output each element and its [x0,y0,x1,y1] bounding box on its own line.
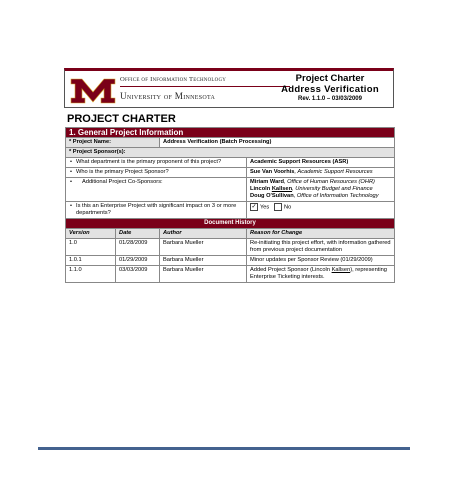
history-version: 1.1.0 [66,266,116,283]
co-sponsor-name: Lincoln [250,186,272,192]
history-heading-row [66,219,395,229]
enterprise-question: • Is this an Enterprise Project with significant impact on 3 or more departments? [66,202,247,219]
history-columns-row [66,229,395,239]
page-title: PROJECT CHARTER [67,113,176,125]
history-heading: Document History [66,219,395,229]
co-sponsors-question: • Additional Project Co-Sponsors: [66,178,247,202]
history-date: 01/29/2009 [116,256,160,266]
footer-divider [38,447,410,450]
doc-subtitle: Address Verification [281,84,379,95]
co-sponsor-role: , Office of Human Resources (OHR) [283,179,375,185]
history-date: 03/03/2009 [116,266,160,283]
reason-text: Added Project Sponsor (Lincoln [250,267,332,273]
org-department: Office of Information Technology [120,76,227,83]
no-label: No [284,204,292,211]
co-sponsor-2 [250,186,391,193]
history-col-reason: Reason for Change [247,229,395,239]
history-row [66,239,395,256]
history-col-date: Date [116,229,160,239]
sponsors-label: * Project Sponsor(s): [66,148,395,158]
history-row [66,266,395,283]
section-heading: 1. General Project Information [66,128,395,138]
reason-text: ), representing Enterprise Ticketing interests. [250,267,387,280]
history-col-author: Author [160,229,247,239]
history-author: Barbara Mueller [160,266,247,283]
co-sponsor-role: , University Budget and Finance [292,186,373,192]
co-sponsor-role: , Office of Information Technology [293,193,379,199]
enterprise-answer [247,202,395,219]
department-answer: Academic Support Resources (ASR) [247,158,395,168]
yes-label: Yes [260,204,270,211]
primary-sponsor-row [66,168,395,178]
co-sponsor-name: Doug O'Sullivan [250,193,294,199]
co-sponsor-surname: Kallsen [271,186,293,192]
history-reason: Re-initiating this project effort, with information gathered from previous project documentation [247,239,395,256]
section-heading-row [66,128,395,138]
project-name-row [66,138,395,148]
co-sponsors-row [66,178,395,202]
university-m-logo [70,75,116,105]
document-header [64,68,394,108]
co-sponsors-answer [247,178,395,202]
no-checkbox[interactable] [274,203,282,211]
department-row [66,158,395,168]
history-version: 1.0.1 [66,256,116,266]
org-university: University of Minnesota [120,91,216,101]
co-sponsor-3 [250,193,391,200]
history-version: 1.0 [66,239,116,256]
primary-sponsor-name-text: Sue Van Voorhis [250,169,295,175]
org-divider [120,86,290,87]
project-name-label: * Project Name: [66,138,160,148]
history-author: Barbara Mueller [160,239,247,256]
yes-checkbox[interactable]: ✓ [251,204,257,210]
primary-sponsor-role: , Academic Support Resources [294,169,373,175]
history-reason: Minor updates per Sponsor Review (01/29/2009) [247,256,395,266]
history-date: 01/28/2009 [116,239,160,256]
co-sponsor-name: Miriam Ward [250,179,284,185]
history-reason [247,266,395,283]
sponsors-row [66,148,395,158]
primary-sponsor-answer [247,168,395,178]
charter-table [65,127,395,283]
co-sponsor-1 [250,179,391,186]
primary-sponsor-name [250,169,294,175]
history-row [66,256,395,266]
project-name-value: Address Verification (Batch Processing) [160,138,395,148]
enterprise-row [66,202,395,219]
doc-title: Project Charter [295,73,365,84]
department-question: • What department is the primary proponent of this project? [66,158,247,168]
doc-revision: Rev. 1.1.0 – 03/03/2009 [298,96,362,102]
history-col-version: Version [66,229,116,239]
primary-sponsor-question: • Who is the primary Project Sponsor? [66,168,247,178]
doc-title-block [275,73,385,103]
history-author: Barbara Mueller [160,256,247,266]
reason-name: Kallsen [331,267,351,273]
